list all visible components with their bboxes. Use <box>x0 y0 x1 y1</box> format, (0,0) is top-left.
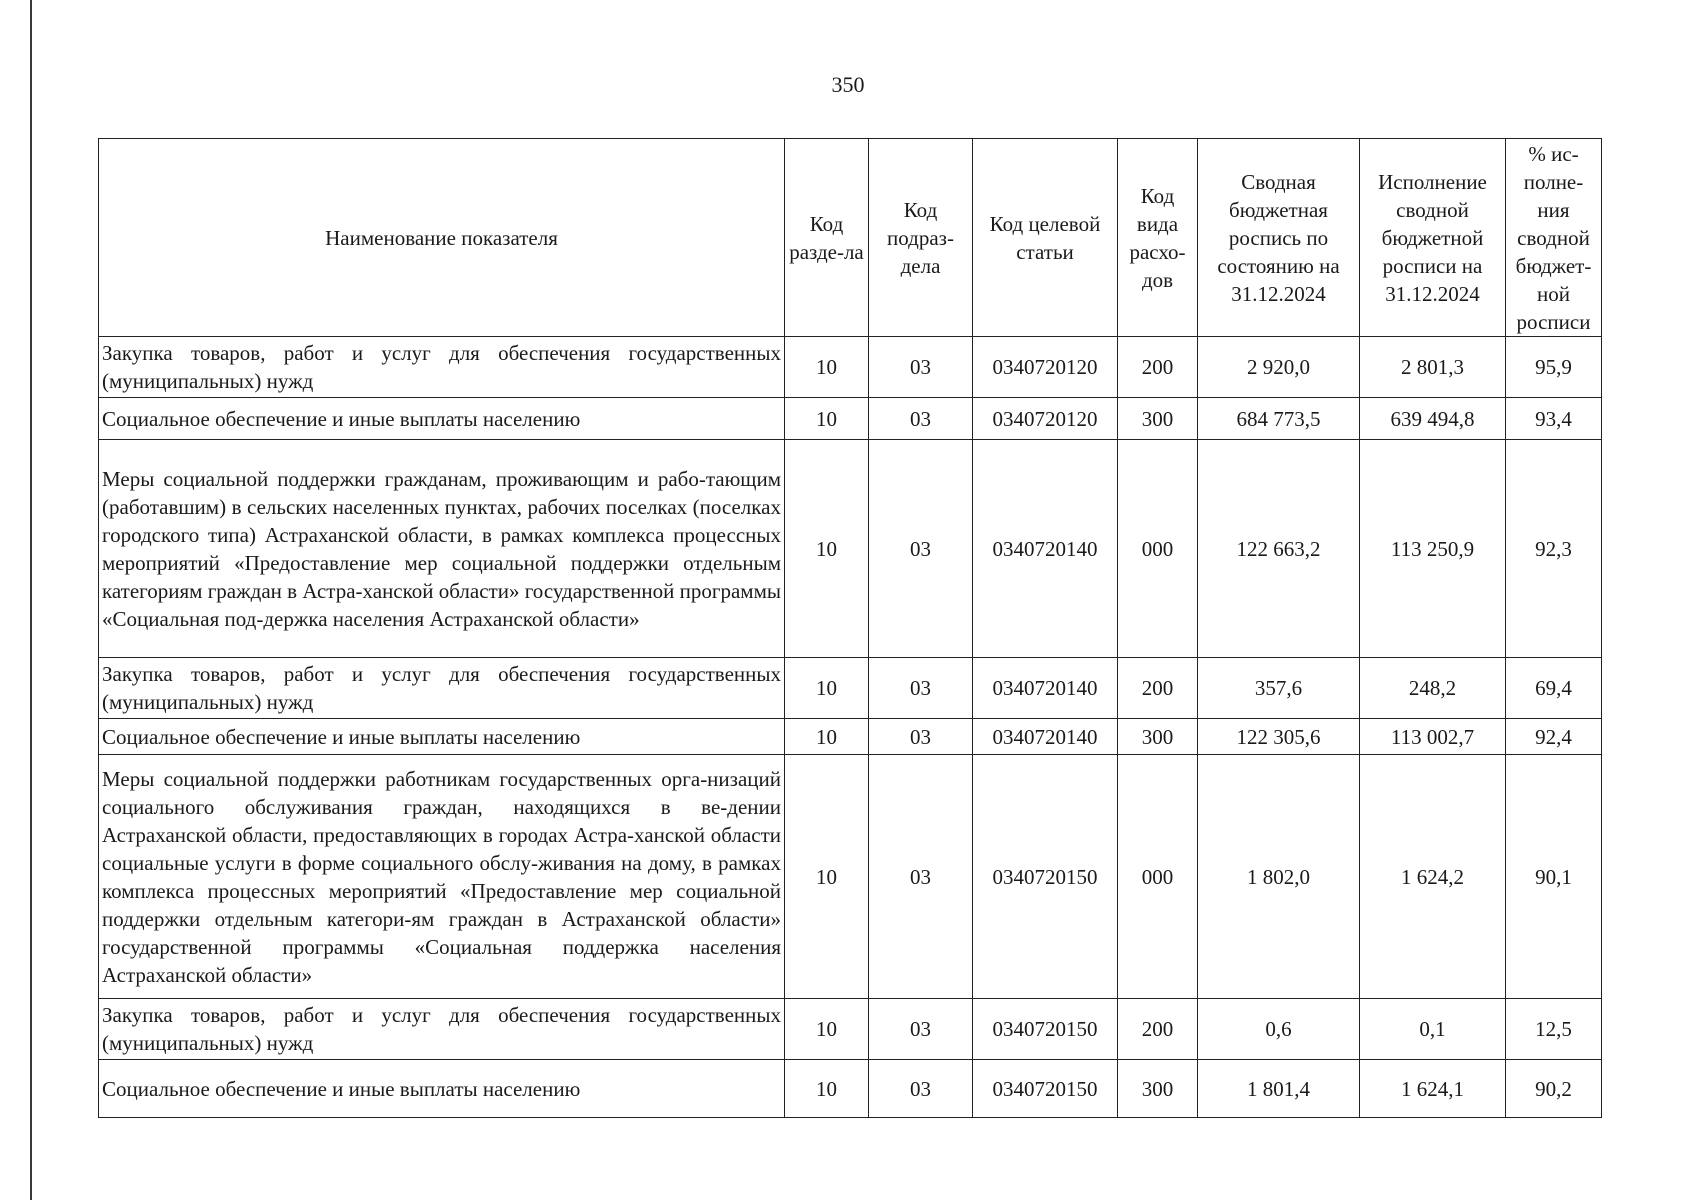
row-section-code: 10 <box>785 999 869 1060</box>
row-expense-type-code: 000 <box>1118 755 1198 999</box>
table-row <box>99 658 1602 719</box>
row-budget-plan: 357,6 <box>1198 658 1360 719</box>
row-execution-percent: 95,9 <box>1506 337 1602 398</box>
row-section-code: 10 <box>785 440 869 658</box>
row-target-item-code: 0340720140 <box>973 719 1118 755</box>
row-expense-type-code: 000 <box>1118 440 1198 658</box>
table-row <box>99 999 1602 1060</box>
budget-execution-table <box>98 138 1602 1118</box>
row-indicator-name: Социальное обеспечение и иные выплаты населению <box>99 398 785 440</box>
row-section-code: 10 <box>785 398 869 440</box>
row-subsection-code: 03 <box>869 398 973 440</box>
table-header-row <box>99 139 1602 337</box>
row-expense-type-code: 200 <box>1118 999 1198 1060</box>
table-row <box>99 398 1602 440</box>
row-budget-execution: 2 801,3 <box>1360 337 1506 398</box>
row-budget-plan: 122 305,6 <box>1198 719 1360 755</box>
header-target-item-code: Код целевой статьи <box>973 139 1118 337</box>
row-budget-plan: 1 801,4 <box>1198 1060 1360 1118</box>
header-section-code: Код разде-ла <box>785 139 869 337</box>
row-indicator-name: Социальное обеспечение и иные выплаты населению <box>99 1060 785 1118</box>
row-subsection-code: 03 <box>869 719 973 755</box>
header-subsection-code: Код подраз-дела <box>869 139 973 337</box>
table-row <box>99 1060 1602 1118</box>
row-target-item-code: 0340720120 <box>973 337 1118 398</box>
row-subsection-code: 03 <box>869 1060 973 1118</box>
row-section-code: 10 <box>785 337 869 398</box>
row-budget-execution: 1 624,1 <box>1360 1060 1506 1118</box>
row-budget-plan: 1 802,0 <box>1198 755 1360 999</box>
table-row <box>99 755 1602 999</box>
row-execution-percent: 90,1 <box>1506 755 1602 999</box>
table-row <box>99 440 1602 658</box>
row-budget-execution: 113 250,9 <box>1360 440 1506 658</box>
row-subsection-code: 03 <box>869 755 973 999</box>
row-target-item-code: 0340720140 <box>973 658 1118 719</box>
row-budget-execution: 113 002,7 <box>1360 719 1506 755</box>
row-target-item-code: 0340720150 <box>973 999 1118 1060</box>
page-number: 350 <box>831 72 865 97</box>
row-expense-type-code: 300 <box>1118 1060 1198 1118</box>
row-expense-type-code: 300 <box>1118 398 1198 440</box>
row-section-code: 10 <box>785 1060 869 1118</box>
row-subsection-code: 03 <box>869 658 973 719</box>
row-indicator-name: Закупка товаров, работ и услуг для обеспечения государственных (муниципальных) нужд <box>99 999 785 1060</box>
row-indicator-name: Социальное обеспечение и иные выплаты населению <box>99 719 785 755</box>
row-indicator-name: Меры социальной поддержки работникам государственных орга-низаций социального обслуживания граждан, находящихся в ве-дении Астраханской области, предоставляющих в городах Астра-ханской области социальные услуги в форме социального обслу-живания на дому, в рамках комплекса процессных мероприятий «Предоставление мер социальной поддержки отдельным категори-ям граждан в Астраханской области» государственной программы «Социальная поддержка населения Астраханской области» <box>99 755 785 999</box>
row-execution-percent: 90,2 <box>1506 1060 1602 1118</box>
row-budget-execution: 1 624,2 <box>1360 755 1506 999</box>
row-subsection-code: 03 <box>869 999 973 1060</box>
row-execution-percent: 92,3 <box>1506 440 1602 658</box>
row-indicator-name: Меры социальной поддержки гражданам, проживающим и рабо-тающим (работавшим) в сельских населенных пунктах, рабочих поселках (поселках городского типа) Астраханской области, в рамках комплекса процессных мероприятий «Предоставление мер социальной поддержки отдельным категориям граждан в Астра-ханской области» государственной программы «Социальная под-держка населения Астраханской области» <box>99 440 785 658</box>
row-section-code: 10 <box>785 658 869 719</box>
header-indicator-name: Наименование показателя <box>99 139 785 337</box>
header-budget-execution: Исполнение сводной бюджетной росписи на 31.12.2024 <box>1360 139 1506 337</box>
row-budget-plan: 2 920,0 <box>1198 337 1360 398</box>
header-execution-percent: % ис-полне-ния сводной бюджет-ной росписи <box>1506 139 1602 337</box>
row-expense-type-code: 200 <box>1118 337 1198 398</box>
row-target-item-code: 0340720140 <box>973 440 1118 658</box>
table-row <box>99 337 1602 398</box>
row-expense-type-code: 200 <box>1118 658 1198 719</box>
row-indicator-name: Закупка товаров, работ и услуг для обеспечения государственных (муниципальных) нужд <box>99 658 785 719</box>
row-section-code: 10 <box>785 755 869 999</box>
row-budget-plan: 122 663,2 <box>1198 440 1360 658</box>
header-expense-type-code: Код вида расхо-дов <box>1118 139 1198 337</box>
row-indicator-name: Закупка товаров, работ и услуг для обеспечения государственных (муниципальных) нужд <box>99 337 785 398</box>
binding-edge-line <box>30 0 32 1200</box>
row-subsection-code: 03 <box>869 440 973 658</box>
row-budget-plan: 0,6 <box>1198 999 1360 1060</box>
row-budget-execution: 639 494,8 <box>1360 398 1506 440</box>
row-execution-percent: 92,4 <box>1506 719 1602 755</box>
table-row <box>99 719 1602 755</box>
row-target-item-code: 0340720120 <box>973 398 1118 440</box>
row-budget-plan: 684 773,5 <box>1198 398 1360 440</box>
row-budget-execution: 0,1 <box>1360 999 1506 1060</box>
row-expense-type-code: 300 <box>1118 719 1198 755</box>
header-budget-plan: Сводная бюджетная роспись по состоянию на 31.12.2024 <box>1198 139 1360 337</box>
row-target-item-code: 0340720150 <box>973 755 1118 999</box>
row-section-code: 10 <box>785 719 869 755</box>
row-execution-percent: 93,4 <box>1506 398 1602 440</box>
row-budget-execution: 248,2 <box>1360 658 1506 719</box>
row-execution-percent: 12,5 <box>1506 999 1602 1060</box>
row-subsection-code: 03 <box>869 337 973 398</box>
row-target-item-code: 0340720150 <box>973 1060 1118 1118</box>
row-execution-percent: 69,4 <box>1506 658 1602 719</box>
